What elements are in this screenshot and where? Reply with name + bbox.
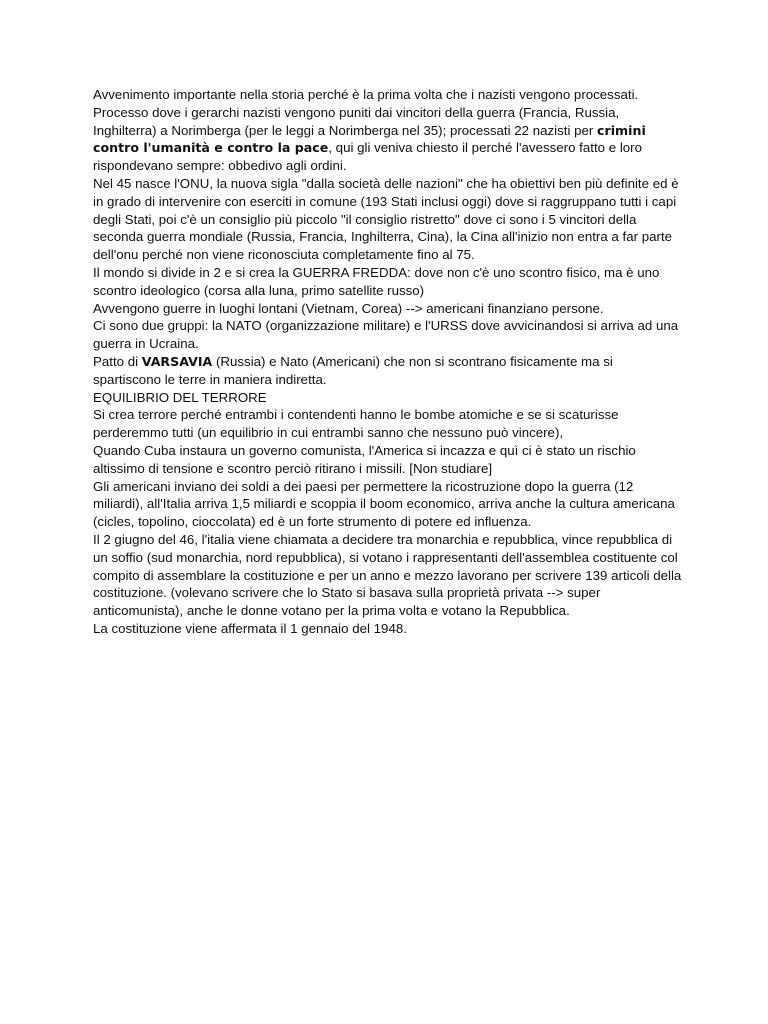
paragraph-2-bold-text: crimini contro l'umanità e contro la pace (93, 122, 646, 156)
paragraph-13: La costituzione viene affermata il 1 gennaio del 1948. (93, 620, 407, 636)
paragraph-12: Il 2 giugno del 46, l'italia viene chiamata a decidere tra monarchia e repubblica, vince repubblica di un soffio (sud monarchia, nord repubblica), si votano i rappresentanti dell'assemblea costituente col compito di assemblare la costituzione e per un anno e mezzo lavorano per scrivere 139 articoli della costituzione. (volevano scrivere che lo Stato si basava sulla proprietà privata --> super anticomunista), anche le donne votano per la prima volta e votano la Repubblica. (93, 531, 682, 619)
paragraph-6: Ci sono due gruppi: la NATO (organizzazione militare) e l'URSS dove avvicinandosi si arriva ad una guerra in Ucraina. (93, 318, 679, 352)
paragraph-5: Avvengono guerre in luoghi lontani (Vietnam, Corea) --> americani finanziano persone. (93, 300, 604, 316)
paragraph-3: Nel 45 nasce l'ONU, la nuova sigla "dalla società delle nazioni" che ha obiettivi ben più definite ed è in grado di intervenire con eserciti in comune (193 Stati inclusi oggi) dove si raggruppano tutti i capi degli Stati, poi c'è un consiglio più piccolo "il consiglio ristretto" dove ci sono i 5 vincitori della seconda guerra mondiale (Russia, Francia, Inghilterra, Cina), la Cina all'inizio non entra a far parte dell'onu perché non viene riconosciuta completamente fino al 75. (93, 175, 679, 263)
paragraph-9: Si crea terrore perché entrambi i contendenti hanno le bombe atomiche e se si scaturisse perderemmo tutti (un equilibrio in cui entrambi sanno che nessuno può vincere), (93, 407, 619, 441)
paragraph-7-text-b: (Russia) e Nato (Americani) che non si scontrano fisicamente ma si spartiscono le terre in maniera indiretta. (93, 353, 613, 387)
paragraph-2-text-b: , qui gli veniva chiesto il perché l'avessero fatto e loro rispondevano sempre: obbedivo agli ordini. (93, 140, 643, 174)
document-body (93, 86, 683, 638)
paragraph-7-text-a: Patto di (93, 353, 142, 369)
paragraph-7 (93, 353, 683, 389)
paragraph-7-bold-text: VARSAVIA (141, 353, 213, 369)
paragraph-2 (93, 104, 683, 175)
paragraph-4: Il mondo si divide in 2 e si crea la GUERRA FREDDA: dove non c'è uno scontro fisico, ma è uno scontro ideologico (corsa alla luna, primo satellite russo) (93, 264, 660, 298)
section-heading: EQUILIBRIO DEL TERRORE (93, 389, 267, 405)
paragraph-1: Avvenimento importante nella storia perché è la prima volta che i nazisti vengono processati. (93, 87, 639, 102)
paragraph-2-text-a: Processo dove i gerarchi nazisti vengono puniti dai vincitori della guerra (Francia, Russia, Inghilterra) a Norimberga (per le leggi a Norimberga nel 35); processati 22 nazisti per (93, 104, 620, 138)
paragraph-10: Quando Cuba instaura un governo comunista, l'America si incazza e quì ci è stato un rischio altissimo di tensione e scontro perciò ritirano i missili. [Non studiare] (93, 442, 636, 476)
paragraph-11: Gli americani inviano dei soldi a dei paesi per permettere la ricostruzione dopo la guerra (12 miliardi), all'Italia arriva 1,5 miliardi e scoppia il boom economico, arriva anche la cultura americana (cicles, topolino, cioccolata) ed è un forte strumento di potere ed influenza. (93, 478, 675, 530)
